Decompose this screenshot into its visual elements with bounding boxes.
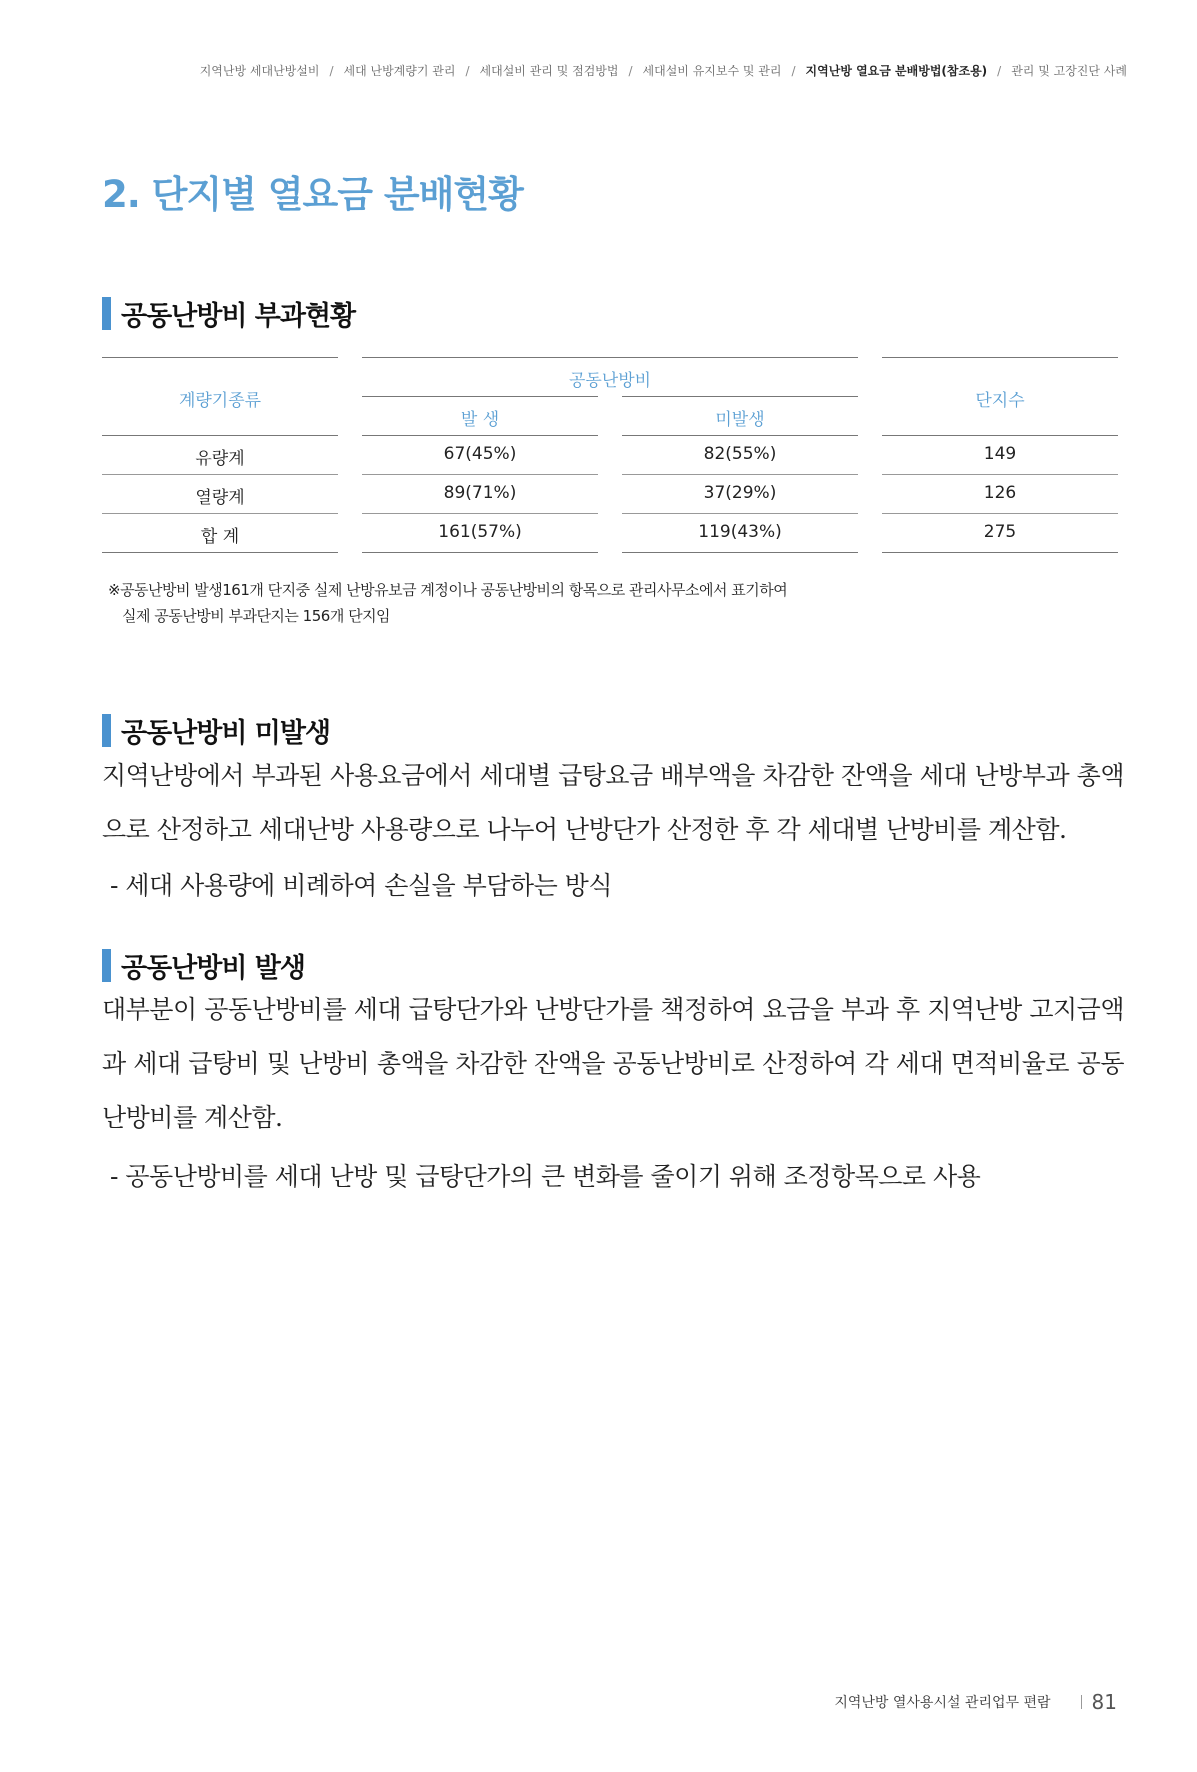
breadcrumb-item: 세대설비 관리 및 점검방법: [479, 64, 619, 78]
table-rule: [102, 357, 338, 358]
table-rule: [882, 435, 1118, 436]
heading-accent-bar: [102, 949, 111, 982]
table-section-heading: [102, 294, 355, 333]
table-cell-non-occur: 37(29%): [703, 483, 777, 503]
table-cell-count: 275: [983, 522, 1017, 542]
table-rule: [362, 396, 598, 397]
breadcrumb-separator: /: [465, 64, 470, 78]
table-header-non-occur: 미발생: [715, 410, 765, 430]
breadcrumb-item-active: 지역난방 열요금 분배방법(참조용): [805, 64, 988, 78]
footer-divider: [1081, 1695, 1082, 1709]
table-footnote: [108, 577, 787, 629]
table-rule: [362, 435, 598, 436]
breadcrumb-separator: /: [329, 64, 334, 78]
table-cell-count: 149: [983, 444, 1017, 464]
table-cell-count: 126: [983, 483, 1017, 503]
table-rule: [102, 435, 338, 436]
table-cell-non-occur: 119(43%): [698, 522, 782, 542]
table-cell-type: 열량계: [195, 488, 245, 508]
table-rule: [622, 435, 858, 436]
non-occur-paragraph: 지역난방에서 부과된 사용요금에서 세대별 급탕요금 배부액을 차감한 잔액을 세대 난방부과 총액으로 산정하고 세대난방 사용량으로 나누어 난방단가 산정한 후 각 세대별 난방비를 계산함.: [102, 761, 1124, 844]
table-rule: [102, 474, 338, 475]
breadcrumb-item: 세대설비 유지보수 및 관리: [642, 64, 782, 78]
breadcrumb-item: 지역난방 세대난방설비: [199, 64, 320, 78]
table-rule: [102, 513, 338, 514]
table-header-meter-type: 계량기종류: [178, 391, 262, 411]
footer-title: 지역난방 열사용시설 관리업무 편람: [834, 1695, 1051, 1711]
table-rule: [622, 552, 858, 553]
page-footer: [834, 1690, 1117, 1714]
table-rule: [622, 396, 858, 397]
breadcrumb-separator: /: [997, 64, 1002, 78]
breadcrumb: [200, 62, 1127, 79]
table-cell-occur: 161(57%): [438, 522, 522, 542]
table-rule: [622, 513, 858, 514]
table-header-group: 공동난방비: [568, 371, 652, 391]
table-cell-type: 유량계: [195, 449, 245, 469]
table-rule: [882, 552, 1118, 553]
table-rule: [362, 357, 858, 358]
non-occur-bullet: - 세대 사용량에 비례하여 손실을 부담하는 방식: [110, 871, 612, 900]
page-title: 2. 단지별 열요금 분배현황: [102, 173, 523, 216]
occur-bullet: - 공동난방비를 세대 난방 및 급탕단가의 큰 변화를 줄이기 위해 조정항목으로 사용: [110, 1162, 981, 1191]
heading-accent-bar: [102, 297, 111, 330]
table-header-count: 단지수: [975, 391, 1025, 411]
table-cell-occur: 89(71%): [443, 483, 517, 503]
table-rule: [362, 474, 598, 475]
heading-text: 공동난방비 부과현황: [121, 301, 356, 332]
table-rule: [882, 474, 1118, 475]
heading-text: 공동난방비 발생: [121, 953, 305, 984]
table-rule: [882, 513, 1118, 514]
occur-heading: [102, 946, 305, 985]
breadcrumb-separator: /: [628, 64, 633, 78]
table-cell-non-occur: 82(55%): [703, 444, 777, 464]
breadcrumb-separator: /: [791, 64, 796, 78]
page-number: 81: [1091, 1690, 1117, 1714]
occur-paragraph: 대부분이 공동난방비를 세대 급탕단가와 난방단가를 책정하여 요금을 부과 후 지역난방 고지금액과 세대 급탕비 및 난방비 총액을 차감한 잔액을 공동난방비로 산정하여 각 세대 면적비율로 공동난방비를 계산함.: [102, 995, 1124, 1132]
billing-status-table: [0, 0, 1197, 570]
table-rule: [362, 513, 598, 514]
table-rule: [622, 474, 858, 475]
table-rule: [362, 552, 598, 553]
footnote-line: 실제 공동난방비 부과단지는 156개 단지임: [122, 607, 391, 625]
heading-accent-bar: [102, 714, 111, 747]
table-header-occur: 발 생: [460, 410, 500, 430]
non-occur-heading: [102, 711, 330, 750]
table-cell-type: 합 계: [200, 527, 240, 547]
table-rule: [102, 552, 338, 553]
breadcrumb-item: 세대 난방계량기 관리: [343, 64, 456, 78]
breadcrumb-item: 관리 및 고장진단 사례: [1011, 64, 1127, 78]
footnote-line: ※공동난방비 발생161개 단지중 실제 난방유보금 계정이나 공동난방비의 항목으로 관리사무소에서 표기하여: [108, 581, 788, 599]
heading-text: 공동난방비 미발생: [121, 718, 331, 749]
table-rule: [882, 357, 1118, 358]
table-cell-occur: 67(45%): [443, 444, 517, 464]
